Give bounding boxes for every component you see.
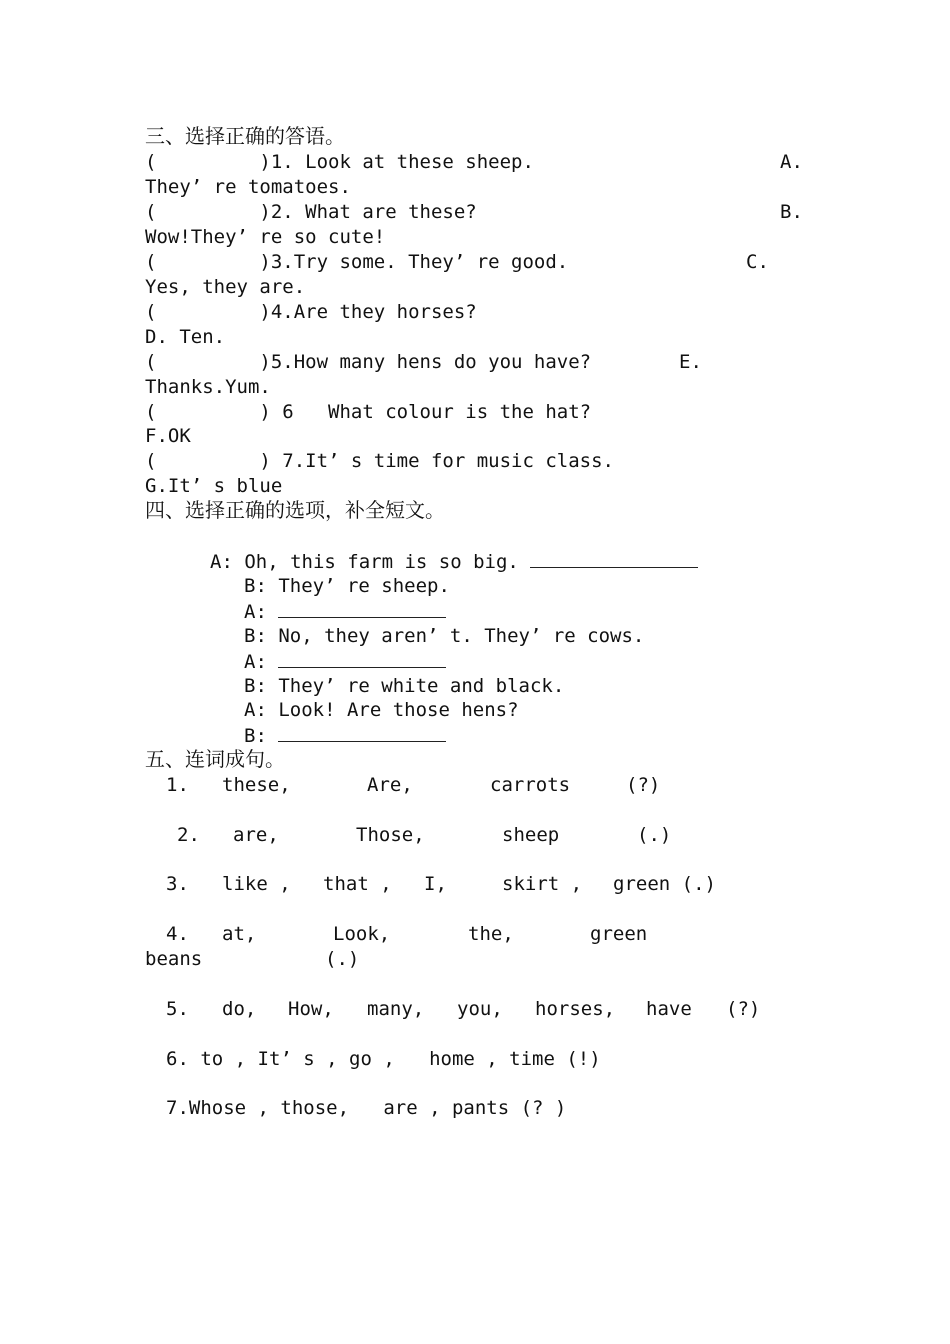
option-marker-b: B. [780,201,803,223]
q2-word: sheep [502,824,560,846]
q4-word: at, [222,923,257,945]
question-2: ( )2. What are these? [145,201,477,223]
q1-number: 1. [166,774,189,796]
q2-punct: (.) [637,824,672,846]
q3-number: 3. [166,873,189,895]
q5-number: 5. [166,998,189,1020]
option-b-text: Wow!They’ re so cute! [145,226,386,248]
q1-word: Are, [367,774,413,796]
q4-number: 4. [166,923,189,945]
q7-line: 7.Whose , those, are , pants (? ) [166,1097,567,1119]
question-4: ( )4.Are they horses? [145,301,477,323]
q4-word: green [590,923,648,945]
q6-line: 6. to , It’ s , go , home , time (!) [166,1048,601,1070]
q2-number: 2. [177,824,200,846]
dialog-line-6: B: They’ re white and black. [244,675,565,697]
q3-word: skirt , [502,873,583,895]
dialog-line-5 [244,649,446,673]
section-5-title: 五、连词成句。 [145,747,285,771]
question-6: ( ) 6 What colour is the hat? [145,401,592,423]
option-g-text: G.It’ s blue [145,475,283,497]
q1-punct: (?) [626,774,661,796]
question-5: ( )5.How many hens do you have? [145,351,592,373]
q1-word: carrots [490,774,571,796]
q3-word: green (.) [613,873,716,895]
option-d-text: D. Ten. [145,326,226,348]
q5-word: do, [222,998,257,1020]
section-4-title: 四、选择正确的选项，补全短文。 [145,498,445,522]
dialog-line-1-text: A: Oh, this farm is so big. [210,551,519,573]
answer-blank-2[interactable] [278,599,446,618]
q3-word: like , [222,873,291,895]
section-3-title: 三、选择正确的答语。 [145,124,345,148]
question-7: ( ) 7.It’ s time for music class. [145,450,614,472]
question-3: ( )3.Try some. They’ re good. [145,251,569,273]
question-1: ( )1. Look at these sheep. [145,151,534,173]
answer-blank-1[interactable] [530,549,698,568]
option-f-text: F.OK [145,425,191,447]
dialog-line-8 [244,723,446,747]
q5-word: many, [367,998,425,1020]
q5-word: you, [457,998,503,1020]
answer-blank-4[interactable] [278,723,446,742]
dialog-line-8-text: B: [244,725,267,747]
option-a-text: They’ re tomatoes. [145,176,351,198]
q1-word: these, [222,774,291,796]
option-marker-c: C. [746,251,769,273]
q4-word: beans [145,948,203,970]
answer-blank-3[interactable] [278,649,446,668]
q3-word: that , [323,873,392,895]
option-marker-a: A. [780,151,803,173]
option-c-text: Yes, they are. [145,276,306,298]
dialog-line-4: B: No, they aren’ t. They’ re cows. [244,625,645,647]
q2-word: are, [233,824,279,846]
dialog-line-2: B: They’ re sheep. [244,575,450,597]
q5-word: horses, [535,998,616,1020]
q2-word: Those, [356,824,425,846]
q5-word: have [646,998,692,1020]
dialog-line-7: A: Look! Are those hens? [244,699,519,721]
dialog-line-5-text: A: [244,651,267,673]
option-e-text: Thanks.Yum. [145,376,271,398]
dialog-line-3-text: A: [244,601,267,623]
option-marker-e: E. [679,351,702,373]
q5-punct: (?) [726,998,761,1020]
dialog-line-1 [210,549,698,573]
q4-word: Look, [333,923,391,945]
q5-word: How, [288,998,334,1020]
q4-punct: (.) [325,948,360,970]
dialog-line-3 [244,599,446,623]
q3-word: I, [424,873,447,895]
q4-word: the, [468,923,514,945]
